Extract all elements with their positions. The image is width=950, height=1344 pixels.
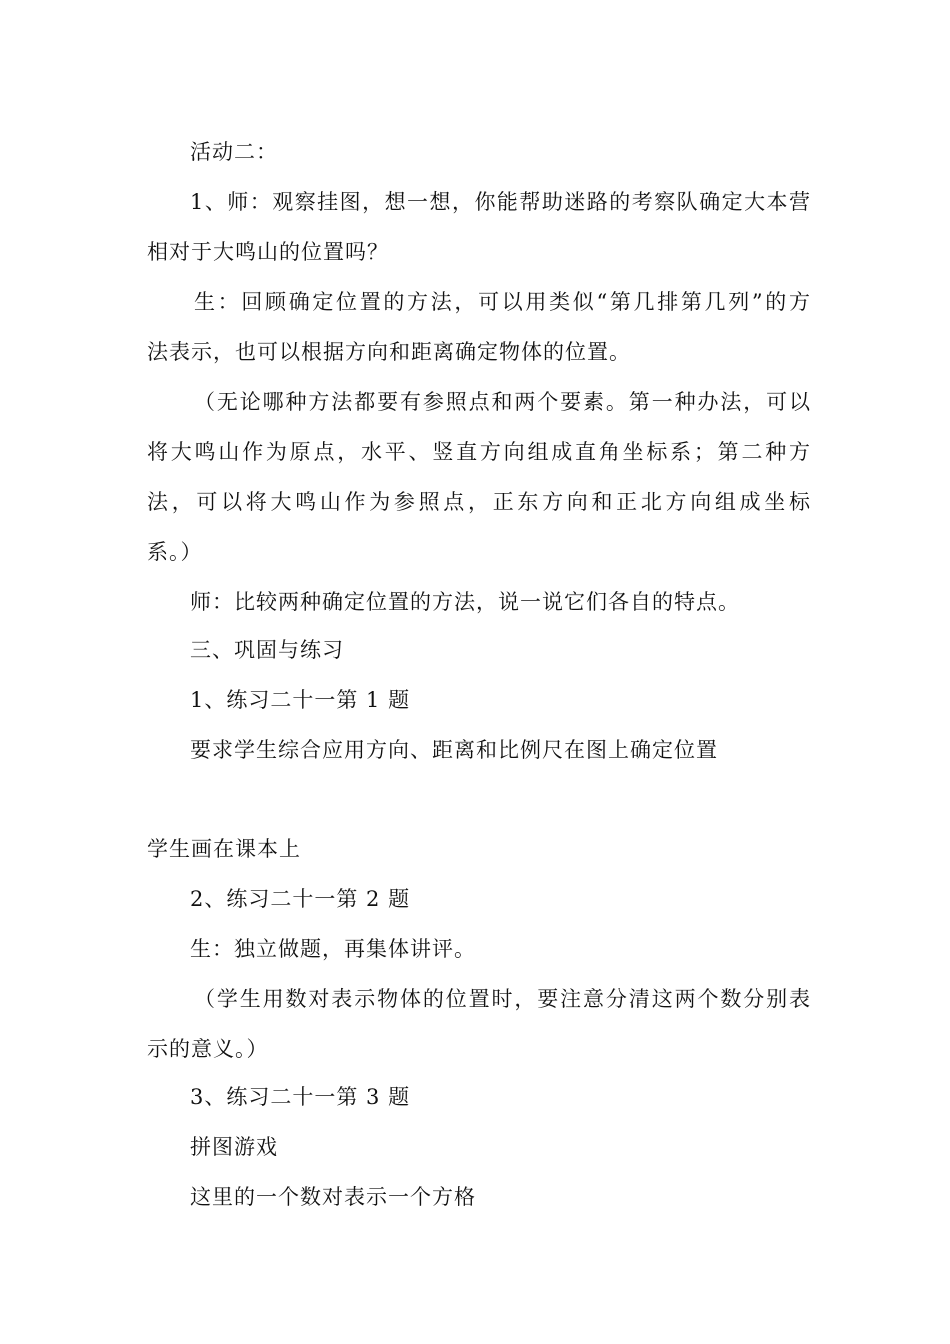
exercise-2-note-line-1: （学生用数对表示物体的位置时，要注意分清这两个数分别表 <box>194 987 811 1011</box>
teacher-question-line-1: 1、师：观察挂图，想一想，你能帮助迷路的考察队确定大本营 <box>190 190 811 214</box>
exercise-1-heading: 1、练习二十一第 1 题 <box>190 688 411 712</box>
exercise-1-requirement: 要求学生综合应用方向、距离和比例尺在图上确定位置 <box>190 738 718 762</box>
teacher-question-line-2: 相对于大鸣山的位置吗？ <box>147 240 389 264</box>
activity-two-heading: 活动二： <box>190 140 278 164</box>
exercise-1-note: 学生画在课本上 <box>147 837 301 861</box>
exercise-2-student-line: 生：独立做题，再集体讲评。 <box>190 937 476 961</box>
number-pair-line: 这里的一个数对表示一个方格 <box>190 1185 476 1209</box>
exercise-2-note-line-2: 示的意义。） <box>147 1037 269 1061</box>
teacher-compare-line: 师：比较两种确定位置的方法，说一说它们各自的特点。 <box>190 590 740 614</box>
section-three-heading: 三、巩固与练习 <box>190 638 344 662</box>
puzzle-game-line: 拼图游戏 <box>190 1135 278 1159</box>
student-answer-line-1: 生：回顾确定位置的方法，可以用类似“第几排第几列”的方 <box>194 290 811 314</box>
note-paragraph-line-4: 系。） <box>147 540 203 564</box>
exercise-2-heading: 2、练习二十一第 2 题 <box>190 887 411 911</box>
student-answer-line-2: 法表示，也可以根据方向和距离确定物体的位置。 <box>147 340 631 364</box>
note-paragraph-line-3: 法，可以将大鸣山作为参照点，正东方向和正北方向组成坐标 <box>147 490 811 514</box>
exercise-3-heading: 3、练习二十一第 3 题 <box>190 1085 411 1109</box>
note-paragraph-line-2: 将大鸣山作为原点，水平、竖直方向组成直角坐标系；第二种方 <box>147 440 811 464</box>
note-paragraph-line-1: （无论哪种方法都要有参照点和两个要素。第一种办法，可以 <box>194 390 811 414</box>
